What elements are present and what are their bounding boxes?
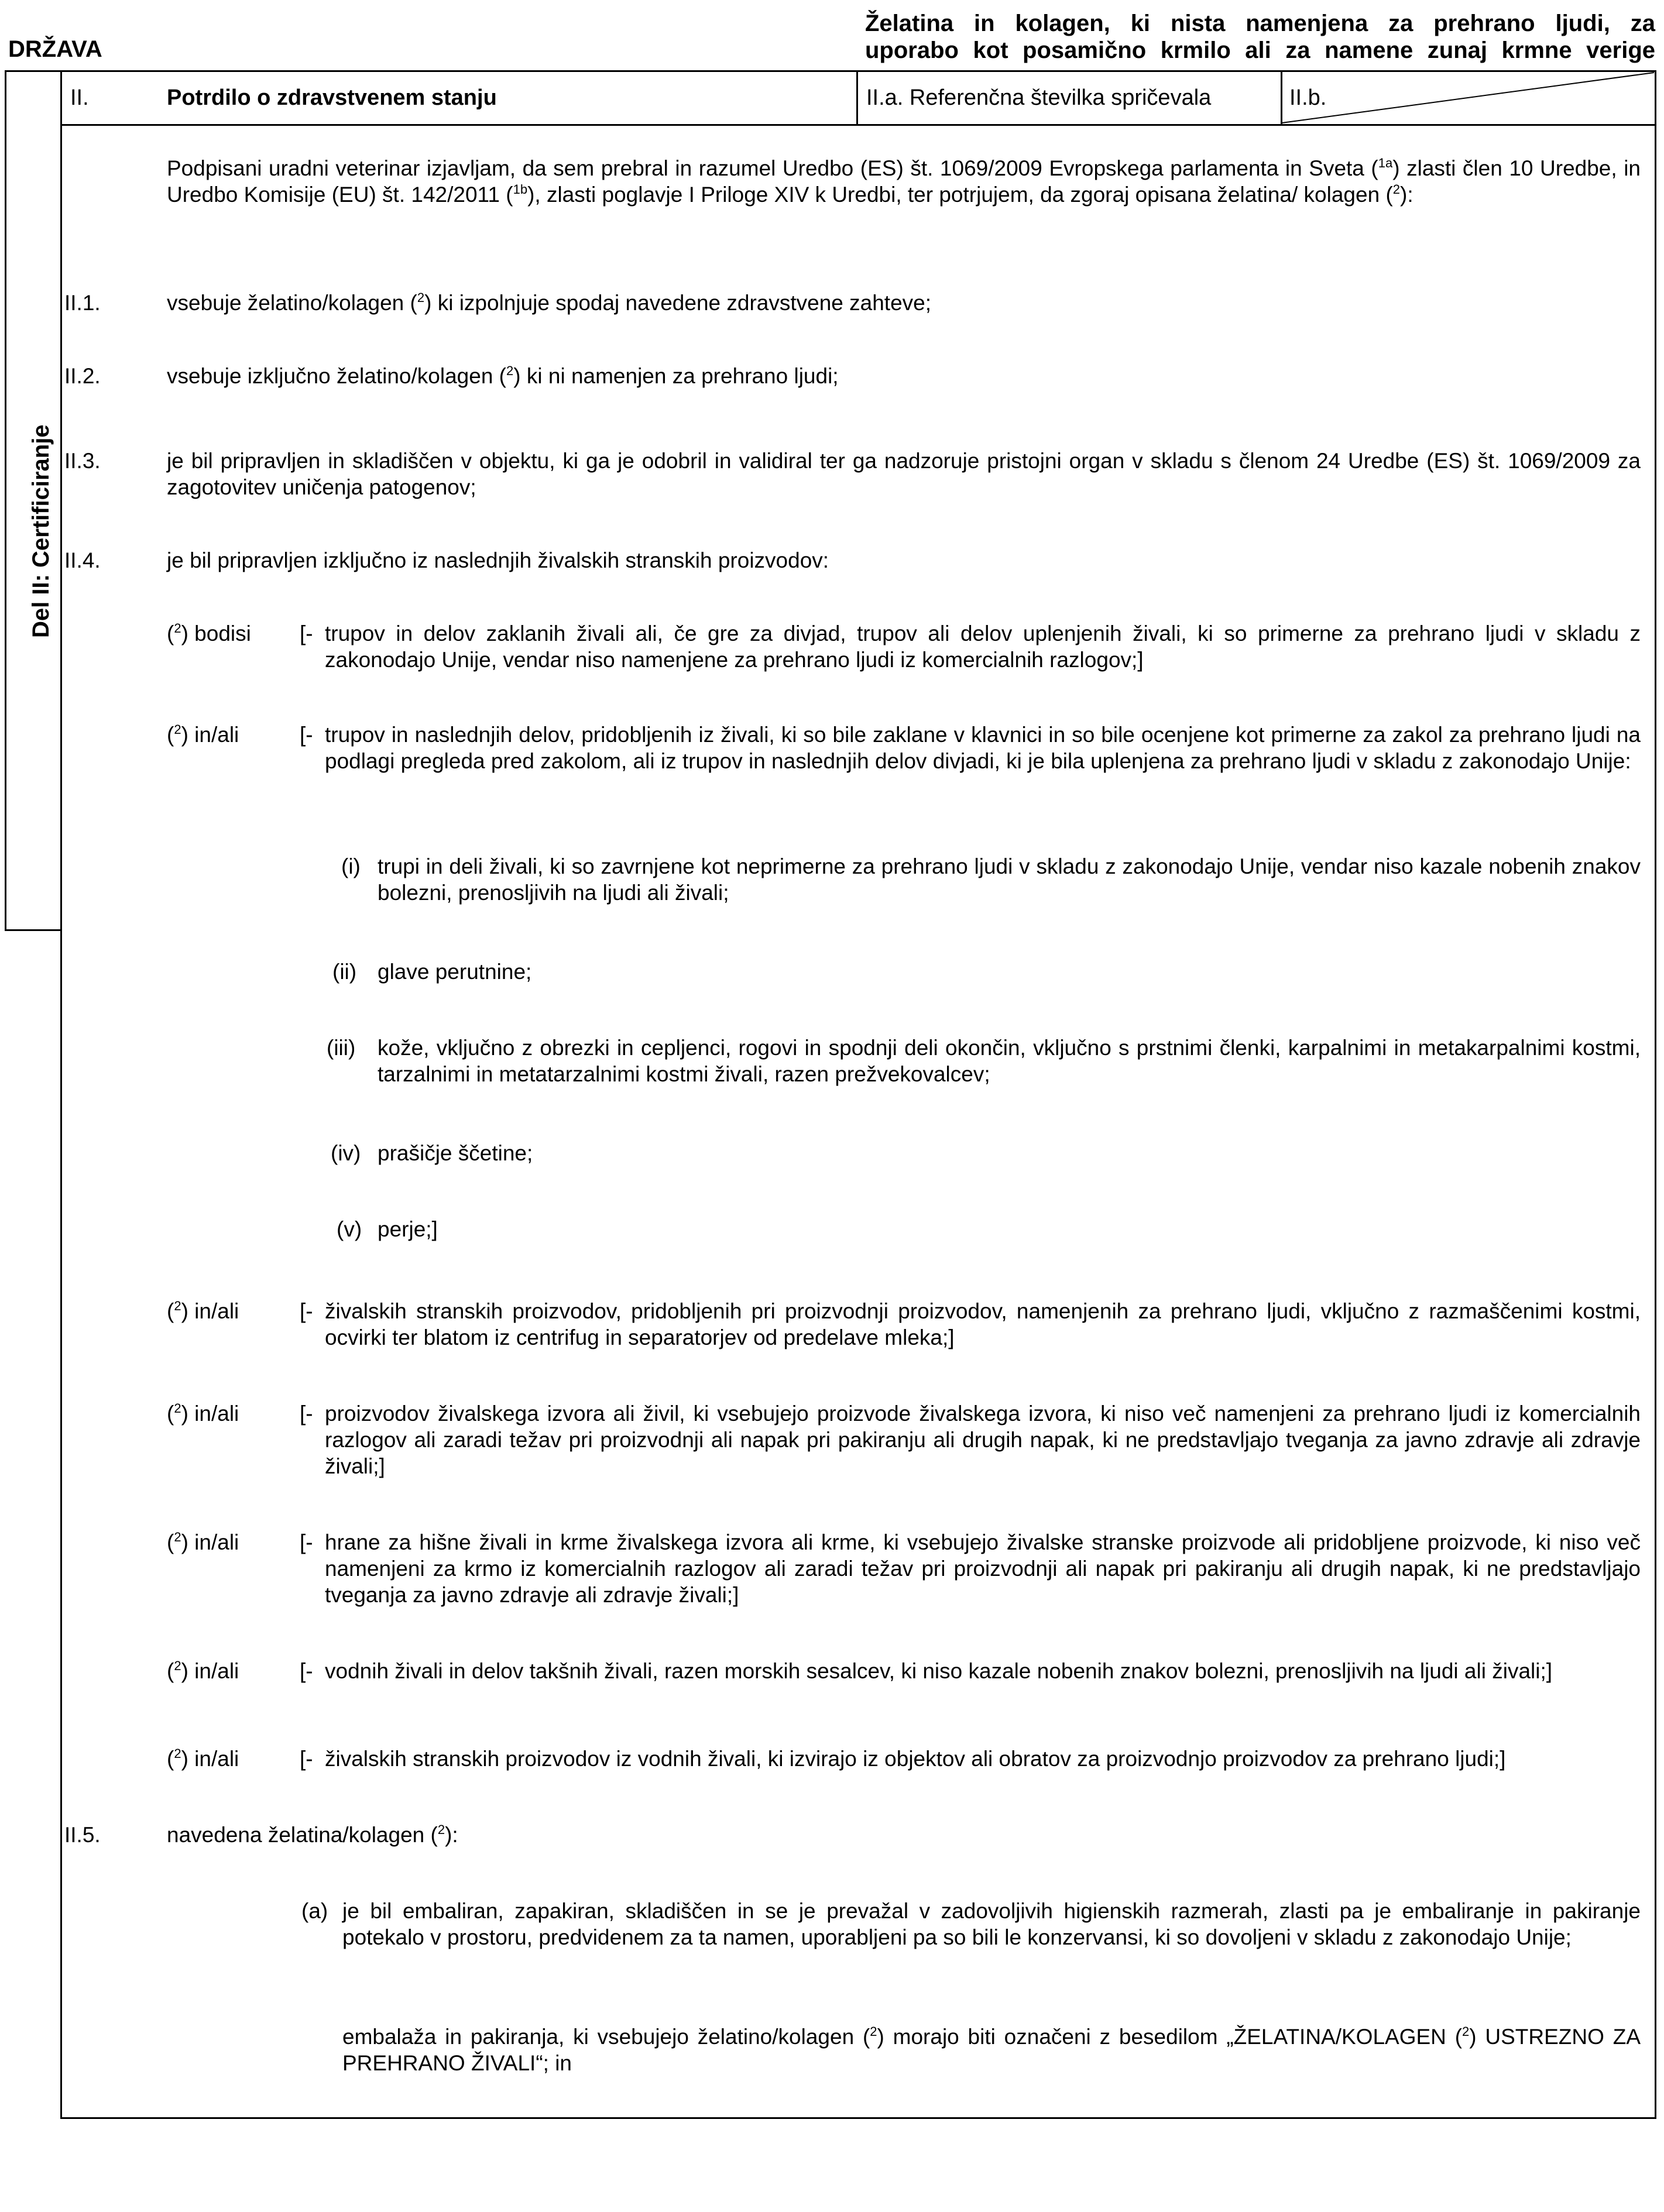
- subitem-label: (iii): [327, 1036, 356, 1060]
- subitem-label: (ii): [332, 960, 357, 984]
- option-bracket: [-: [300, 1747, 313, 1771]
- item-ii5-text: navedena želatina/kolagen ($^2$):: [167, 1822, 458, 1847]
- option-tag: ($^2$) in/ali: [167, 1658, 239, 1683]
- side-column-bottom-line: [5, 929, 60, 931]
- item-ii2-number: II.2.: [64, 364, 101, 388]
- item-ii2-text: vsebuje izključno želatino/kolagen ($^2$) ki ni namenjen za prehrano ljudi;: [167, 363, 839, 388]
- ii5-a-text: je bil embaliran, zapakiran, skladiščen in se je prevažal v zadovoljivih higienskih razmerah, zlasti pa je embaliranje in pakiranje potekalo v prostoru, predvidenem za ta namen, uporabljeni pa so bili le konzervansi, ki so dovoljeni v skladu z zakonodajo Unije;: [342, 1899, 1641, 1949]
- subitem-label: (i): [341, 854, 361, 878]
- intro-declaration: Podpisani uradni veterinar izjavljam, da sem prebral in razumel Uredbo (ES) št. 1069/2009 Evropskega parlamenta in Sveta ($^{1a}$) zlasti člen 10 Uredbe, in Uredbo Komisije (EU) št. 142/2011 ($^{1b}$), zlasti poglavje I Priloge XIV k Uredbi, ter potrjujem, da zgoraj opisana želatina/ kolagen ($^2$):: [167, 156, 1641, 207]
- subitem-text: kože, vključno z obrezki in cepljenci, rogovi in spodnji deli okončin, vključno s prstnimi členki, karpalnimi in metakarpalnimi kostmi, tarzalnimi in metatarzalnimi kostmi živali, razen prežvekovalcev;: [378, 1036, 1641, 1086]
- option-bracket: [-: [300, 1530, 313, 1554]
- ref-number-divider: [856, 70, 858, 126]
- option-text: živalskih stranskih proizvodov iz vodnih živali, ki izvirajo iz objektov ali obratov za proizvodnjo proizvodov za prehrano ljudi;]: [325, 1747, 1506, 1771]
- option-bracket: [-: [300, 1299, 313, 1323]
- item-ii1-text: vsebuje želatino/kolagen ($^2$) ki izpolnjuje spodaj navedene zdravstvene zahteve;: [167, 290, 932, 315]
- frame-bottom-line: [60, 2117, 1656, 2119]
- reference-number-label: II.a. Referenčna številka spričevala: [866, 85, 1212, 110]
- subitem-label: (v): [337, 1217, 362, 1241]
- option-tag: ($^2$) in/ali: [167, 722, 239, 747]
- ref-b-diagonal-line: [1282, 71, 1655, 124]
- item-ii4-number: II.4.: [64, 548, 101, 572]
- option-bracket: [-: [300, 1659, 313, 1683]
- option-bracket: [-: [300, 1402, 313, 1426]
- item-ii3-number: II.3.: [64, 449, 101, 473]
- frame-left-outer-line: [5, 70, 6, 931]
- item-ii5-number: II.5.: [64, 1823, 101, 1847]
- section-title: Potrdilo o zdravstvenem stanju: [167, 85, 497, 110]
- certificate-title-line1: Želatina in kolagen, ki nista namenjena za prehrano ljudi, za: [865, 11, 1655, 36]
- option-bracket: [-: [300, 621, 313, 645]
- header-row-bottom-line: [60, 124, 1656, 126]
- option-tag: ($^2$) in/ali: [167, 1401, 239, 1426]
- subitem-text: glave perutnine;: [378, 960, 532, 984]
- option-tag: ($^2$) in/ali: [167, 1299, 239, 1323]
- subitem-text: trupi in deli živali, ki so zavrnjene kot neprimerne za prehrano ljudi v skladu z zakonodajo Unije, vendar niso kazale nobenih znakov bolezni, prenosljivih na ljudi ali živali;: [378, 854, 1641, 905]
- option-tag: ($^2$) in/ali: [167, 1746, 239, 1771]
- option-text: proizvodov živalskega izvora ali živil, ki vsebujejo proizvode živalskega izvora, ki niso več namenjeni za prehrano ljudi iz komercialnih razlogov ali zaradi težav pri proizvodnji ali napak pri pakiranju ali drugih napak, ki ne predstavljajo tveganja za javno zdravje ali zdravje živali;]: [325, 1402, 1641, 1478]
- option-text: vodnih živali in delov takšnih živali, razen morskih sesalcev, ki niso kazale nobenih znakov bolezni, prenosljivih na ljudi ali živali;]: [325, 1659, 1553, 1683]
- ii5-a-label: (a): [301, 1899, 328, 1923]
- option-text: trupov in naslednjih delov, pridobljenih iz živali, ki so bile zaklane v klavnici in so bile ocenjene kot primerne za zakol za prehrano ljudi na podlagi pregleda pred zakolom, ali iz trupov in naslednjih delov divjadi, ki je bila uplenjena za prehrano ljudi v skladu z zakonodajo Unije:: [325, 723, 1641, 773]
- option-text: trupov in delov zaklanih živali ali, če gre za divjad, trupov ali delov uplenjenih živali, ki so primerne za prehrano ljudi v skladu z zakonodajo Unije, vendar niso namenjene za prehrano ljudi iz komercialnih razlogov;]: [325, 621, 1641, 672]
- item-ii4-text: je bil pripravljen izključno iz naslednjih živalskih stranskih proizvodov:: [167, 548, 829, 572]
- option-bracket: [-: [300, 723, 313, 747]
- section-number: II.: [70, 85, 89, 110]
- subitem-text: perje;]: [378, 1217, 438, 1241]
- option-text: živalskih stranskih proizvodov, pridobljenih pri proizvodnji proizvodov, namenjenih za prehrano ljudi, vključno z razmaščenimi kostmi, ocvirki ter blatom iz centrifug in separatorjev od predelave mleka;]: [325, 1299, 1641, 1349]
- item-ii1-number: II.1.: [64, 291, 101, 315]
- frame-left-inner-line: [60, 70, 62, 2119]
- ii5-a-labelling-note: embalaža in pakiranja, ki vsebujejo želatino/kolagen ($^2$) morajo biti označeni z besedilom „ŽELATINA/KOLAGEN ($^2$) USTREZNO ZA PREHRANO ŽIVALI“; in: [342, 2024, 1641, 2075]
- reference-b-label: II.b.: [1289, 85, 1327, 110]
- certificate-title-line2: uporabo kot posamično krmilo ali za namene zunaj krmne verige: [865, 37, 1655, 63]
- country-label: DRŽAVA: [8, 36, 102, 62]
- subitem-text: prašičje ščetine;: [378, 1141, 533, 1165]
- item-ii3-text: je bil pripravljen in skladiščen v objektu, ki ga je odobril in validiral ter ga nadzoruje pristojni organ v skladu s členom 24 Uredbe (ES) št. 1069/2009 za zagotovitev uničenja patogenov;: [167, 449, 1641, 499]
- option-tag: ($^2$) bodisi: [167, 621, 251, 645]
- option-tag: ($^2$) in/ali: [167, 1530, 239, 1554]
- frame-right-line: [1655, 70, 1656, 2119]
- option-text: hrane za hišne živali in krme živalskega izvora ali krme, ki vsebujejo živalske stranske proizvode ali pridobljene proizvode, ki niso več namenjeni za krmo iz komercialnih razlogov ali zaradi težav pri proizvodnji ali napak pri pakiranju ali drugih napak, ki ne predstavljajo tveganja za javno zdravje ali zdravje živali;]: [325, 1530, 1641, 1607]
- subitem-label: (iv): [331, 1141, 361, 1165]
